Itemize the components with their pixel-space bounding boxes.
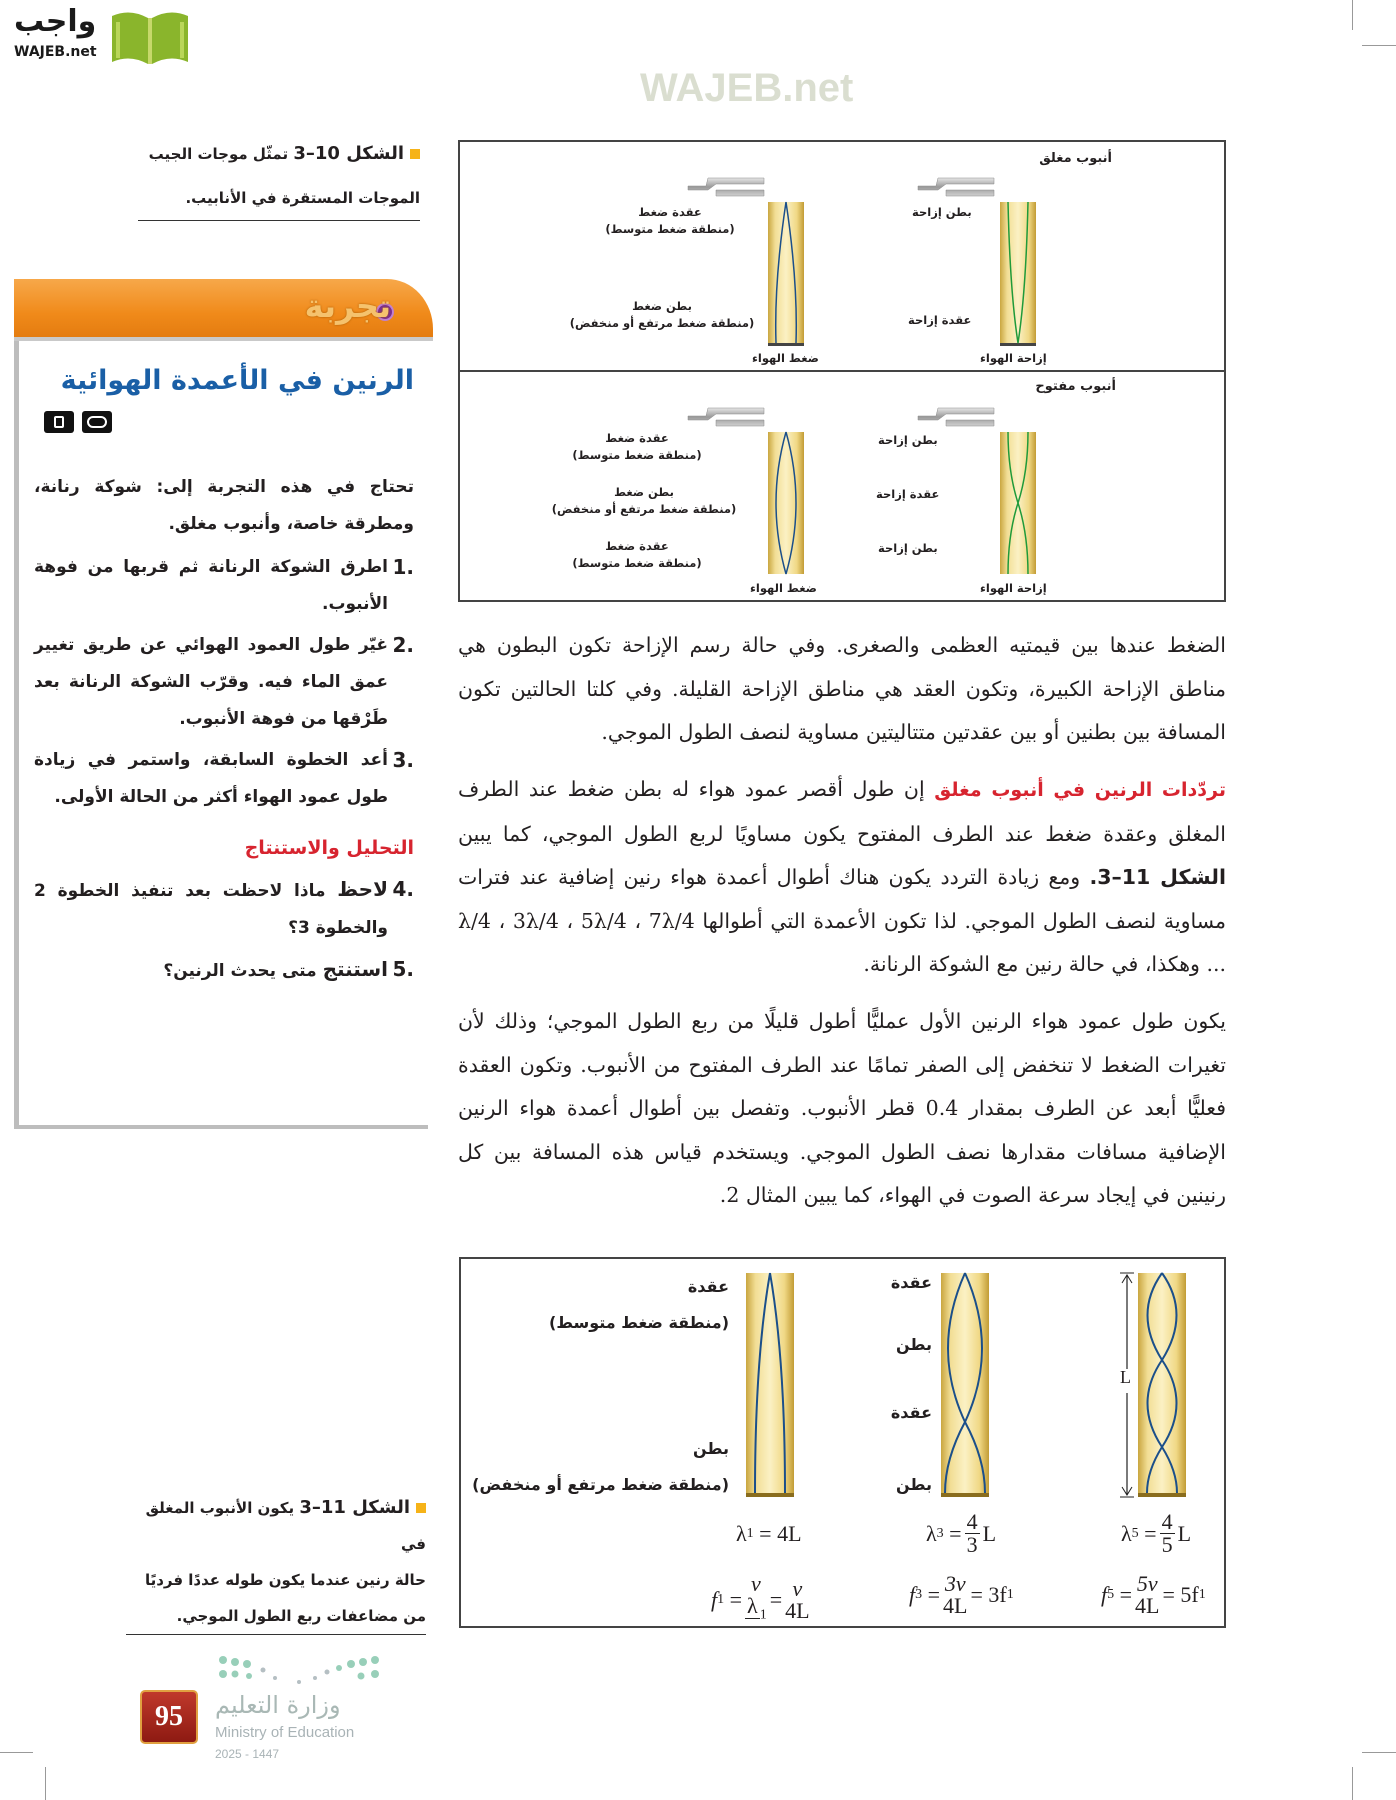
step-number: .1 [392,555,414,579]
label [572,538,702,572]
closed-pipe-title: أنبوب مغلق [1039,151,1112,166]
crop-mark [1352,1767,1353,1800]
eq-part: λ [1121,1520,1132,1546]
eq-part: f [1101,1582,1108,1607]
eq-part: λ [747,1593,758,1618]
eq-part: 4L [785,1597,810,1623]
equation-lambda5 [1121,1511,1191,1556]
axis-label: إزاحة الهواء [980,351,1047,365]
eq-part: 5 [1161,1532,1173,1557]
question-item [34,871,414,947]
caption-bullet [416,1503,426,1513]
question-keyword: استنتج [322,957,388,981]
logo-latin: WAJEB.net [14,44,97,60]
eq-part: 1 [1198,1587,1206,1602]
tuning-fork-icon [688,408,764,426]
eq-part: 5 [1107,1587,1115,1602]
paragraph [458,1000,1226,1218]
experiment-title [34,359,414,459]
eq-part: = [927,1582,941,1607]
equation-f3 [909,1573,1014,1617]
crop-mark [45,1767,46,1800]
question-keyword: لاحظ [337,877,388,901]
eq-part: 4 [1161,1509,1173,1534]
apron-icon [44,411,74,433]
step-number: .5 [392,957,414,981]
label: بطن إزاحة [878,541,938,555]
antinode-label: بطن [693,1439,729,1458]
label [572,430,702,464]
eq-part: = 3f [970,1582,1007,1607]
eq-part: = [1144,1520,1157,1546]
node-label: عقدة [687,1277,729,1296]
safety-icons [44,411,112,433]
eq-part: L [1177,1520,1192,1546]
eq-part: = [729,1586,743,1612]
label [546,484,742,518]
step-number: .2 [392,633,414,657]
figure-number: الشكل 11–3 [299,1497,410,1518]
eq-part: = 5f [1162,1582,1199,1607]
label-line: بطن ضغط [632,299,692,313]
label: عقدة إزاحة [908,313,972,327]
ministry-name-ar: وزارة التعليم [215,1691,341,1719]
caption-text: يكون الأنبوب المغلق في [145,1499,426,1553]
figure10-caption [138,132,420,221]
paragraph-text: إن طول أقصر عمود هواء له بطن ضغط عند الطرف المغلق وعقدة ضغط عند الطرف المفتوح يكون مساويًا لربع الطول الموجي، كما يبين [458,777,1226,846]
question-text: متى يحدث الرنين؟ [163,961,317,981]
tuning-fork-icon [918,178,994,196]
figure11-caption [126,1490,426,1635]
wajeb-logo [8,4,193,66]
step-text: أعد الخطوة السابقة، واستمر في زيادة طول عمود الهواء أكثر من الحالة الأولى. [34,750,388,807]
paragraph [458,624,1226,755]
label-line: (منطقة ضغط متوسط) [572,448,702,462]
ministry-dots-icon [215,1652,385,1688]
watermark: WAJEB.net [640,66,854,110]
label: بطن إزاحة [878,433,938,447]
label-line: عقدة ضغط [605,431,669,445]
open-pipe-title: أنبوب مفتوح [1035,379,1116,394]
label-line: عقدة ضغط [638,205,702,219]
antinode-label: بطن [896,1335,932,1354]
eq-part: 1 [717,1591,725,1607]
question-text: ماذا لاحظت بعد تنفيذ الخطوة 2 والخطوة 3؟ [34,881,388,938]
logo-arabic: واجب [14,4,97,39]
experiment-box [14,279,428,1129]
axis-label: ضغط الهواء [752,351,819,365]
label-line: (منطقة ضغط مرتفع أو منخفض) [551,502,737,516]
figure-reference: الشكل 11–3. [1089,865,1226,889]
eq-part: 4L [1135,1593,1160,1618]
eq-part: 3 [936,1525,944,1541]
eq-part: 4 [966,1509,978,1534]
paragraph-text: يكون طول عمود هواء الرنين الأول عمليًّا أطول قليلًا من ربع الطول الموجي؛ وذلك لأن تغيرات الضغط لا تنخفض إلى الصفر تمامًا عند الطرف المفتوح من الأنبوب. وتكون العقدة فعليًّا أبعد عن الطرف بمقدار 0.4 قطر الأنبوب. وتفصل بين أطوال أعمدة هواء الرنين الإضافية مسافات مقدارها نصف الطول الموجي. ويستخدم قياس هذه المسافة بين كل رنينين في إيجاد سرعة الصوت في الهواء، كما يبين المثال 2. [458,1009,1227,1207]
eq-part: λ [926,1520,937,1546]
equation-lambda1 [736,1521,802,1547]
experiment-header [14,279,433,341]
eq-part: 5v [1136,1571,1158,1596]
page-number: 95 [140,1690,198,1744]
eq-part: v [792,1575,803,1601]
node-note: (منطقة ضغط متوسط) [549,1313,729,1332]
tuning-fork-icon [918,408,994,426]
eq-part: = [769,1586,783,1612]
paragraph [458,768,1226,987]
label-line: عقدة ضغط [605,539,669,553]
caption-text: من مضاعفات ربع الطول الموجي. [176,1607,426,1625]
ministry-name-en: Ministry of Education [215,1724,355,1741]
axis-label: إزاحة الهواء [980,581,1047,595]
analysis-heading: التحليل والاستنتاج [244,837,414,859]
label-line: (منطقة ضغط مرتفع أو منخفض) [569,316,755,330]
materials-text: تحتاج في هذه التجربة إلى: شوكة رنانة، ومطرقة خاصة، وأنبوب مغلق. [34,477,414,534]
step-number: .3 [392,748,414,772]
eq-part: 4L [943,1593,968,1618]
experiment-header-label: تجربة [304,287,391,325]
label: بطن إزاحة [912,205,972,219]
label [605,204,735,238]
step-item [34,549,414,623]
figure10-graphics [460,142,1224,600]
eq-part: f [711,1586,718,1612]
caption-text: حالة رنين عندما يكون طوله عددًا فرديًا [144,1571,426,1589]
label-line: بطن ضغط [614,485,674,499]
antinode-label: بطن [896,1475,932,1494]
figure-number: الشكل 10–3 [293,143,404,164]
ministry-logo [215,1652,405,1772]
crop-mark [0,1752,33,1753]
caption-text: الموجات المستقرة في الأنابيب. [185,189,420,207]
eq-part: = 4L [759,1521,802,1546]
goggles-icon [82,411,112,433]
eq-part: = [949,1520,962,1546]
equation-f5 [1101,1573,1206,1617]
ministry-year: 2025 - 1447 [215,1747,280,1761]
eq-part: 1 [1006,1587,1014,1602]
label: عقدة إزاحة [876,487,940,501]
eq-part: L [982,1520,997,1546]
eq-part: 3 [966,1532,978,1557]
caption-bullet [410,149,420,159]
paragraph-heading: تردّدات الرنين في أنبوب مغلق [934,779,1226,801]
eq-part: 1 [759,1607,767,1623]
label-line: (منطقة ضغط متوسط) [605,222,735,236]
label [564,298,760,332]
axis-label: ضغط الهواء [750,581,817,595]
paragraph-text: ومع زيادة التردد يكون هناك أطوال أعمدة هواء رنين إضافية عند فترات مساوية لنصف الطول الموجي. لذا تكون الأعمدة التي أطوالها λ/4 ، 3λ/4 ، 5λ/4 ، 7λ/4 ... وهكذا، في حالة رنين مع الشوكة الرنانة. [458,865,1226,976]
question-item [34,951,414,990]
step-number: .4 [392,877,414,901]
step-item [34,627,414,738]
eq-part: 3 [915,1587,923,1602]
length-label: L [1120,1367,1131,1387]
antinode-note: (منطقة ضغط مرتفع أو منخفض) [472,1475,729,1494]
crop-mark [1352,0,1353,30]
paragraph-text: الضغط عندها بين قيمتيه العظمى والصغرى. وفي حالة رسم الإزاحة تكون البطون هي مناطق الإزاحة الكبيرة، وتكون العقد هي مناطق الإزاحة القليلة. وفي كلتا الحالتين تكون المسافة بين بطنين أو بين عقدتين متتاليتين مساوية لنصف الطول الموجي. [458,633,1226,744]
node-label: عقدة [890,1403,932,1422]
crop-mark [1362,45,1396,46]
label-line: (منطقة ضغط متوسط) [572,556,702,570]
eq-part: λ [736,1521,747,1546]
step-text: اطرق الشوكة الرنانة ثم قربها من فوهة الأنبوب. [34,557,388,614]
figure11-diagram [459,1257,1226,1628]
eq-part: 5 [1131,1525,1139,1541]
eq-part: = [1119,1582,1133,1607]
eq-part: v [751,1571,761,1596]
eq-part: f [909,1582,916,1607]
experiment-title-text: الرنين في الأعمدة الهوائية [60,365,414,396]
equation-lambda3 [926,1511,996,1556]
caption-text: تمثّل موجات الجيب [148,145,289,163]
eq-part: 3v [944,1571,966,1596]
node-label: عقدة [890,1273,932,1292]
equation-f1 [711,1573,813,1626]
experiment-body [34,469,414,994]
step-text: غيّر طول العمود الهوائي عن طريق تغيير عمق الماء فيه. وقرّب الشوكة الرنانة بعد طَرْقها من فوهة الأنبوب. [34,635,388,729]
step-item [34,742,414,816]
figure10-diagram [458,140,1226,602]
crop-mark [1362,1752,1396,1753]
book-icon [108,8,192,66]
eq-part: 1 [746,1526,754,1541]
tuning-fork-icon [688,178,764,196]
